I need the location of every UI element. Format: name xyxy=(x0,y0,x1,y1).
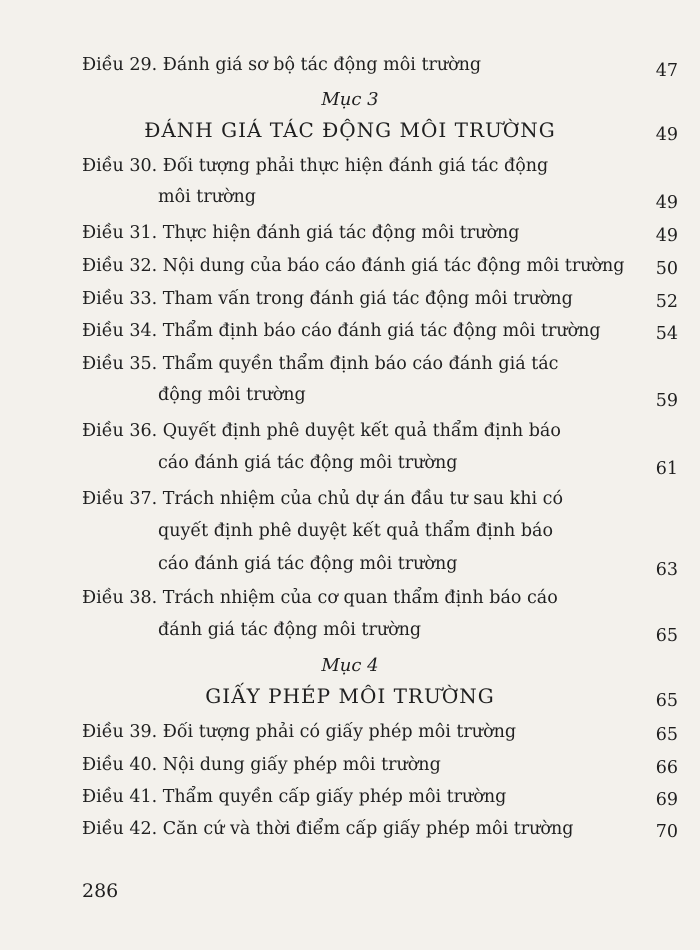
toc-page-32: 50 xyxy=(655,259,678,279)
toc-page-40: 66 xyxy=(655,758,678,778)
toc-page-33: 52 xyxy=(655,292,678,312)
toc-page-29: 47 xyxy=(655,61,678,81)
section-label-muc4: Mục 4 xyxy=(321,655,379,676)
toc-entry-35-line1: Điều 35. Thẩm quyền thẩm định báo cáo đánh giá tác xyxy=(82,354,559,374)
section-label-muc3: Mục 3 xyxy=(321,89,379,110)
toc-entry-37-line3: cáo đánh giá tác động môi trường xyxy=(158,554,458,574)
section-page-muc4: 65 xyxy=(655,691,678,711)
toc-entry-41: Điều 41. Thẩm quyền cấp giấy phép môi trường xyxy=(82,787,507,807)
page-number: 286 xyxy=(82,880,119,902)
toc-page-42: 70 xyxy=(655,822,678,842)
toc-entry-34: Điều 34. Thẩm định báo cáo đánh giá tác động môi trường xyxy=(82,321,601,341)
toc-entry-33: Điều 33. Tham vấn trong đánh giá tác động môi trường xyxy=(82,289,573,309)
section-title-muc3: ĐÁNH GIÁ TÁC ĐỘNG MÔI TRƯỜNG xyxy=(144,118,556,142)
toc-page-41: 69 xyxy=(655,790,678,810)
toc-page-37: 63 xyxy=(655,560,678,580)
toc-entry-37-line2: quyết định phê duyệt kết quả thẩm định báo xyxy=(158,521,554,541)
toc-entry-36-line2: cáo đánh giá tác động môi trường xyxy=(158,453,458,473)
toc-entry-30-line1: Điều 30. Đối tượng phải thực hiện đánh giá tác động xyxy=(82,156,549,176)
toc-entry-38-line2: đánh giá tác động môi trường xyxy=(158,620,422,640)
toc-entry-37-line1: Điều 37. Trách nhiệm của chủ dự án đầu tư sau khi có xyxy=(82,489,563,509)
toc-entry-31: Điều 31. Thực hiện đánh giá tác động môi trường xyxy=(82,223,520,243)
toc-page-30: 49 xyxy=(655,193,678,213)
toc-entry-32: Điều 32. Nội dung của báo cáo đánh giá tác động môi trường xyxy=(82,256,625,276)
toc-entry-38-line1: Điều 38. Trách nhiệm của cơ quan thẩm định báo cáo xyxy=(82,588,558,608)
toc-entry-29: Điều 29. Đánh giá sơ bộ tác động môi trường xyxy=(82,55,482,75)
toc-page-34: 54 xyxy=(655,324,678,344)
toc-entry-42: Điều 42. Căn cứ và thời điểm cấp giấy phép môi trường xyxy=(82,819,574,839)
toc-entry-36-line1: Điều 36. Quyết định phê duyệt kết quả thẩm định báo xyxy=(82,421,561,441)
toc-page-39: 65 xyxy=(655,725,678,745)
toc-entry-40: Điều 40. Nội dung giấy phép môi trường xyxy=(82,755,441,775)
toc-page-35: 59 xyxy=(655,391,678,411)
section-title-muc4: GIẤY PHÉP MÔI TRƯỜNG xyxy=(205,684,495,708)
section-page-muc3: 49 xyxy=(655,125,678,145)
toc-entry-30-line2: môi trường xyxy=(158,187,256,207)
toc-page-38: 65 xyxy=(655,626,678,646)
toc-page-31: 49 xyxy=(655,226,678,246)
toc-page-36: 61 xyxy=(655,459,678,479)
toc-entry-39: Điều 39. Đối tượng phải có giấy phép môi trường xyxy=(82,722,517,742)
toc-entry-35-line2: động môi trường xyxy=(158,385,306,405)
